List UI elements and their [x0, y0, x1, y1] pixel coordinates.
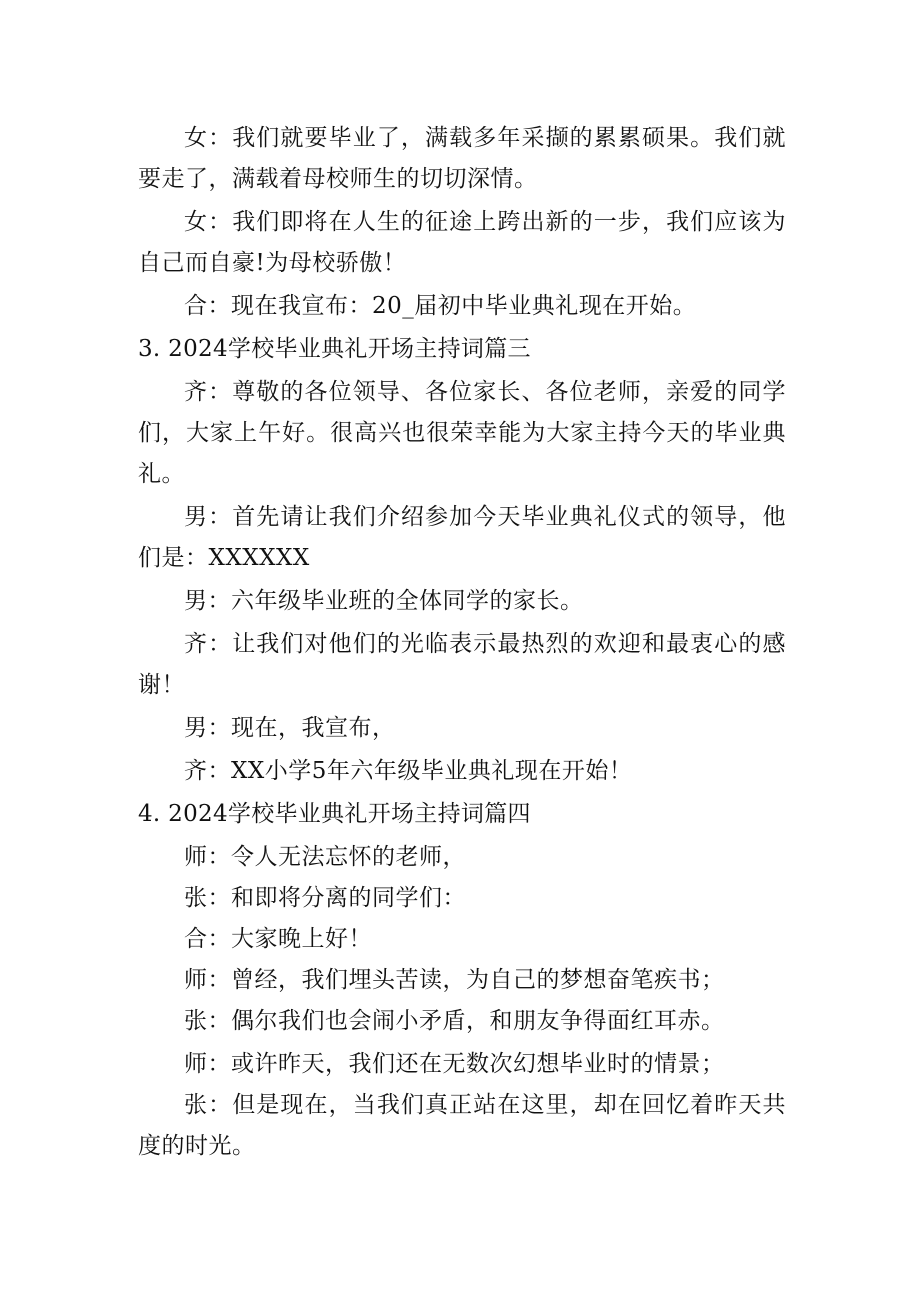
- paragraph: 齐：让我们对他们的光临表示最热烈的欢迎和最衷心的感谢！: [138, 631, 786, 698]
- paragraph: 张：但是现在，当我们真正站在这里，却在回忆着昨天共度的时光。: [138, 1092, 786, 1159]
- section-heading: 4. 2024学校毕业典礼开场主持词篇四: [138, 801, 531, 827]
- paragraph: 齐：尊敬的各位领导、各位家长、各位老师，亲爱的同学们，大家上午好。很高兴也很荣幸能为大家主持今天的毕业典礼。: [138, 379, 786, 487]
- paragraph: 男：六年级毕业班的全体同学的家长。: [184, 588, 584, 614]
- paragraph: 张：和即将分离的同学们：: [184, 885, 466, 911]
- paragraph: 齐：XX小学5年六年级毕业典礼现在开始！: [184, 758, 633, 784]
- paragraph: 师：令人无法忘怀的老师，: [184, 844, 466, 870]
- document-body: [138, 118, 786, 1169]
- paragraph: 合：现在我宣布：20_届初中毕业典礼现在开始。: [184, 293, 697, 319]
- paragraph: 女：我们就要毕业了，满载多年采撷的累累硕果。我们就要走了，满载着母校师生的切切深情。: [138, 125, 786, 192]
- paragraph: 男：现在，我宣布，: [184, 715, 396, 741]
- paragraph: 师：曾经，我们埋头苦读，为自己的梦想奋笔疾书；: [184, 967, 725, 993]
- paragraph: 合：大家晚上好！: [184, 926, 372, 952]
- section-heading: 3. 2024学校毕业典礼开场主持词篇三: [138, 336, 531, 362]
- paragraph: 男：首先请让我们介绍参加今天毕业典礼仪式的领导，他们是：XXXXXX: [138, 504, 786, 571]
- paragraph: 女：我们即将在人生的征途上跨出新的一步，我们应该为自己而自豪!为母校骄傲！: [138, 209, 786, 276]
- paragraph: 张：偶尔我们也会闹小矛盾，和朋友争得面红耳赤。: [184, 1008, 725, 1034]
- paragraph: 师：或许昨天，我们还在无数次幻想毕业时的情景；: [184, 1051, 725, 1077]
